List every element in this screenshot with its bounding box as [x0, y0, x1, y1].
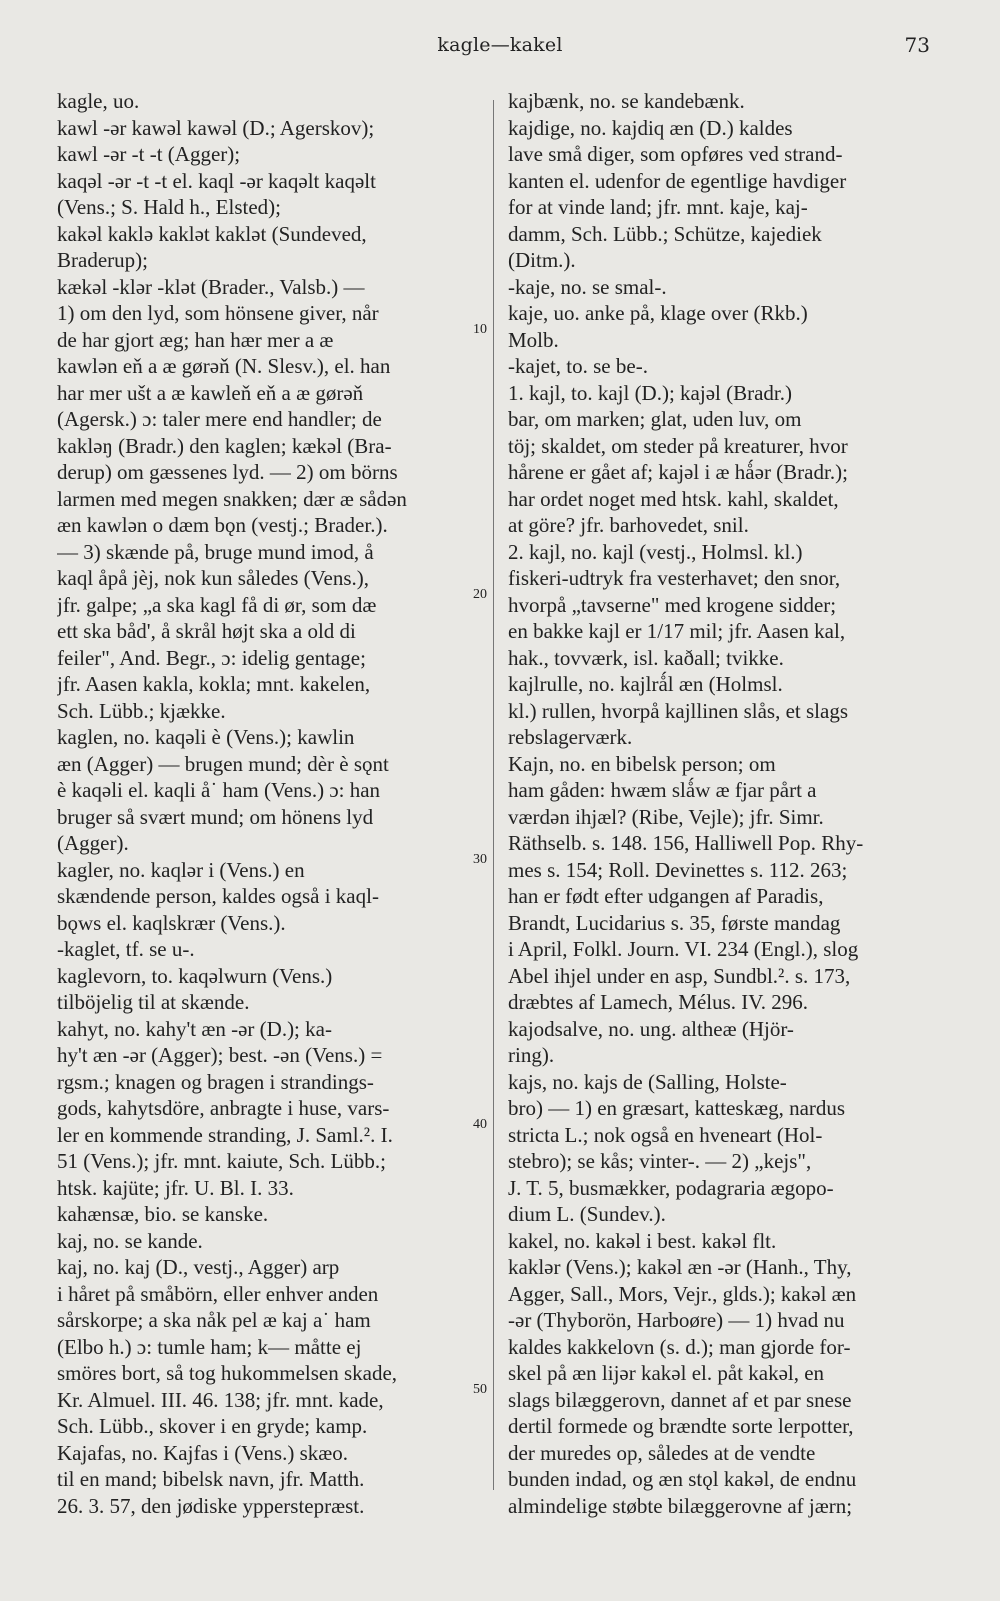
text-line: Abel ihjel under en asp, Sundbl.². s. 173,	[508, 963, 851, 988]
text-line: (Ditm.).	[508, 248, 576, 272]
text-line: bunden indad, og æn stǫl kakəl, de endnu	[508, 1467, 857, 1491]
text-line: kakel, no. kakəl i best. kakəl flt.	[508, 1228, 777, 1253]
text-line: de har gjort æg; han hær mer a æ	[57, 327, 334, 352]
text-line: hvorpå „tavserne" med krogene sidder;	[508, 592, 837, 617]
text-line: kaglen, no. kaqəli è (Vens.); kawlin	[57, 725, 355, 749]
text-line: gods, kahytsdöre, anbragte i huse, vars-	[57, 1096, 390, 1120]
text-line: sårskorpe; a ska nåk pel æ kaj a˙ ham	[57, 1308, 371, 1332]
text-line: i håret på småbörn, eller enhver anden	[57, 1281, 379, 1306]
text-line: kahyt, no. kahy't æn -ər (D.); ka-	[57, 1016, 332, 1041]
text-line: stricta L.; nok også en hveneart (Hol-	[508, 1122, 823, 1147]
text-line: hy't æn -ər (Agger); best. -ən (Vens.) =	[57, 1043, 383, 1067]
text-line: for at vinde land; jfr. mnt. kaje, kaj-	[508, 195, 808, 219]
text-line: dræbtes af Lamech, Mélus. IV. 296.	[508, 990, 808, 1014]
text-line: kawl -ər -t -t (Agger);	[57, 142, 241, 166]
text-line: bro) — 1) en græsart, katteskæg, nardus	[508, 1096, 846, 1120]
text-line: kaj, no. kaj (D., vestj., Agger) arp	[57, 1255, 340, 1279]
text-line: dium L. (Sundev.).	[508, 1202, 666, 1226]
text-line: è kaqəli el. kaqli å˙ ham (Vens.) ɔ: han	[57, 778, 381, 802]
text-line: til en mand; bibelsk navn, jfr. Matth.	[57, 1467, 365, 1491]
text-line: kl.) rullen, hvorpå kajllinen slås, et slags	[508, 698, 849, 723]
text-line: kækəl -klər -klət (Brader., Valsb.) —	[57, 274, 365, 299]
text-line: ler en kommende stranding, J. Saml.². I.	[57, 1122, 393, 1147]
text-line: kagle, uo.	[57, 89, 140, 113]
text-line: smöres bort, så tog hukommelsen skade,	[57, 1361, 398, 1385]
text-line: han er født efter udgangen af Paradis,	[508, 884, 824, 908]
text-line: kaql åpå jèj, nok kun således (Vens.),	[57, 566, 369, 590]
text-line: 1. kajl, to. kajl (D.); kajəl (Bradr.)	[508, 380, 793, 405]
text-line: kakəl kaklə kaklət kaklət (Sundeved,	[57, 221, 367, 246]
text-line: (Agersk.) ɔ: taler mere end handler; de	[57, 407, 382, 431]
text-line: bar, om marken; glat, uden luv, om	[508, 407, 802, 431]
text-line: kaglevorn, to. kaqəlwurn (Vens.)	[57, 963, 333, 988]
text-line: bǫws el. kaqlskrær (Vens.).	[57, 910, 286, 935]
right-column	[508, 88, 928, 1519]
text-line: kajs, no. kajs de (Salling, Holste-	[508, 1069, 787, 1094]
text-line: æn (Agger) — brugen mund; dèr è sǫnt	[57, 751, 389, 776]
text-line: J. T. 5, busmækker, podagraria ægopo-	[508, 1175, 834, 1200]
text-line: damm, Sch. Lübb.; Schütze, kajediek	[508, 221, 822, 246]
text-line: har mer ušt a æ kawleň eň a æ gørəň	[57, 380, 364, 405]
text-line: (Elbo h.) ɔ: tumle ham; k— måtte ej	[57, 1334, 362, 1359]
text-line: dertil formede og brændte sorte lerpotter,	[508, 1414, 854, 1438]
text-line: 2. kajl, no. kajl (vestj., Holmsl. kl.)	[508, 539, 803, 564]
text-line: kaqəl -ər -t -t el. kaql -ər kaqəlt kaqəlt	[57, 168, 376, 193]
text-line: kaldes kakkelovn (s. d.); man gjorde for-	[508, 1334, 851, 1359]
text-line: der muredes op, således at de vendte	[508, 1440, 816, 1465]
text-line: ring).	[508, 1043, 555, 1067]
text-line: kajodsalve, no. ung. altheæ (Hjör-	[508, 1016, 794, 1041]
text-line: lave små diger, som opføres ved strand-	[508, 142, 843, 166]
text-line: fiskeri-udtryk fra vesterhavet; den snor,	[508, 566, 841, 590]
text-line: værdən ihjæl? (Ribe, Vejle); jfr. Simr.	[508, 804, 824, 829]
text-line: kagler, no. kaqlər i (Vens.) en	[57, 857, 305, 882]
text-line: Räthselb. s. 148. 156, Halliwell Pop. Rhy-	[508, 831, 864, 855]
text-line: i April, Folkl. Journ. VI. 234 (Engl.), slog	[508, 937, 859, 961]
text-line: -kajet, to. se be-.	[508, 354, 648, 378]
text-line: larmen med megen snakken; dær æ sådən	[57, 486, 407, 511]
text-line: rebslagerværk.	[508, 725, 633, 749]
text-line: (Vens.; S. Hald h., Elsted);	[57, 195, 281, 219]
text-line: stebro); se kås; vinter-. — 2) „kejs",	[508, 1149, 812, 1173]
text-line: at göre? jfr. barhovedet, snil.	[508, 513, 749, 537]
text-line: æn kawlən o dæm bǫn (vestj.; Brader.).	[57, 513, 388, 537]
running-head: kagle—kakel	[437, 34, 563, 56]
text-line: har ordet noget med htsk. kahl, skaldet,	[508, 486, 839, 511]
text-line: kaklər (Vens.); kakəl æn -ər (Hanh., Thy,	[508, 1255, 852, 1279]
text-line: 51 (Vens.); jfr. mnt. kaiute, Sch. Lübb.;	[57, 1149, 386, 1173]
text-line: skel på æn lijər kakəl el. påt kakəl, en	[508, 1361, 825, 1385]
text-line: ham gåden: hwæm slǻw æ fjar pårt a	[508, 778, 817, 802]
text-line: Braderup);	[57, 248, 148, 272]
text-line: kakləŋ (Bradr.) den kaglen; kækəl (Bra-	[57, 433, 392, 458]
text-line: -ər (Thyborön, Harboøre) — 1) hvad nu	[508, 1308, 845, 1332]
text-line: Molb.	[508, 327, 559, 352]
text-line: feiler", And. Begr., ɔ: idelig gentage;	[57, 645, 366, 670]
text-line: almindelige støbte bilæggerovne af jærn;	[508, 1493, 853, 1518]
page-number: 73	[904, 33, 930, 57]
text-line: slags bilæggerovn, dannet af et par snese	[508, 1387, 852, 1412]
line-marker-40: 40	[473, 1117, 487, 1132]
text-line: tilböjelig til at skænde.	[57, 990, 250, 1014]
text-line: kajdige, no. kajdiq æn (D.) kaldes	[508, 115, 793, 140]
text-line: Kajn, no. en bibelsk person; om	[508, 751, 776, 776]
text-line: 26. 3. 57, den jødiske ypperstepræst.	[57, 1493, 365, 1518]
text-line: bruger så svært mund; om hönens lyd	[57, 804, 374, 829]
text-line: jfr. galpe; „a ska kagl få di ør, som dæ	[57, 592, 377, 617]
text-line: jfr. Aasen kakla, kokla; mnt. kakelen,	[57, 672, 371, 696]
text-line: kanten el. udenfor de egentlige havdiger	[508, 168, 847, 193]
text-line: kawl -ər kawəl kawəl (D.; Agerskov);	[57, 115, 375, 140]
text-line: kaj, no. se kande.	[57, 1228, 203, 1253]
column-divider	[493, 100, 494, 1490]
text-line: Kajafas, no. Kajfas i (Vens.) skæo.	[57, 1440, 349, 1465]
text-line: Kr. Almuel. III. 46. 138; jfr. mnt. kade,	[57, 1387, 384, 1412]
text-line: hårene er gået af; kajəl i æ hǻər (Bradr.);	[508, 460, 848, 484]
line-marker-50: 50	[473, 1382, 487, 1397]
text-line: Sch. Lübb.; kjække.	[57, 698, 226, 723]
text-line: -kaglet, tf. se u-.	[57, 937, 195, 961]
text-line: htsk. kajüte; jfr. U. Bl. I. 33.	[57, 1175, 294, 1200]
text-line: kahænsæ, bio. se kanske.	[57, 1202, 269, 1226]
line-marker-30: 30	[473, 852, 487, 867]
text-line: kajlrulle, no. kajlrǻl æn (Holmsl.	[508, 672, 783, 696]
text-line: derup) om gæssenes lyd. — 2) om börns	[57, 460, 398, 484]
text-line: mes s. 154; Roll. Devinettes s. 112. 263;	[508, 857, 848, 882]
text-line: 1) om den lyd, som hönsene giver, når	[57, 301, 379, 325]
text-line: Agger, Sall., Mors, Vejr., glds.); kakəl æn	[508, 1281, 857, 1306]
text-line: skændende person, kaldes også i kaql-	[57, 884, 379, 908]
left-column	[57, 88, 477, 1519]
line-marker-10: 10	[473, 322, 487, 337]
text-line: -kaje, no. se smal-.	[508, 274, 667, 299]
text-line: rgsm.; knagen og bragen i strandings-	[57, 1069, 374, 1094]
line-marker-20: 20	[473, 587, 487, 602]
text-line: Sch. Lübb., skover i en gryde; kamp.	[57, 1414, 368, 1438]
text-line: — 3) skænde på, bruge mund imod, å	[57, 539, 374, 564]
text-line: Brandt, Lucidarius s. 35, første mandag	[508, 910, 841, 935]
text-line: ett ska båd', å skrål højt ska a old di	[57, 619, 356, 643]
text-line: en bakke kajl er 1/17 mil; jfr. Aasen kal,	[508, 619, 846, 643]
text-line: (Agger).	[57, 831, 129, 855]
text-line: kaje, uo. anke på, klage over (Rkb.)	[508, 301, 808, 325]
text-line: töj; skaldet, om steder på kreaturer, hvor	[508, 433, 848, 458]
text-line: hak., tovværk, isl. kaðall; tvikke.	[508, 645, 784, 670]
text-line: kajbænk, no. se kandebænk.	[508, 89, 745, 113]
text-line: kawlən eň a æ gørəň (N. Slesv.), el. han	[57, 354, 391, 378]
